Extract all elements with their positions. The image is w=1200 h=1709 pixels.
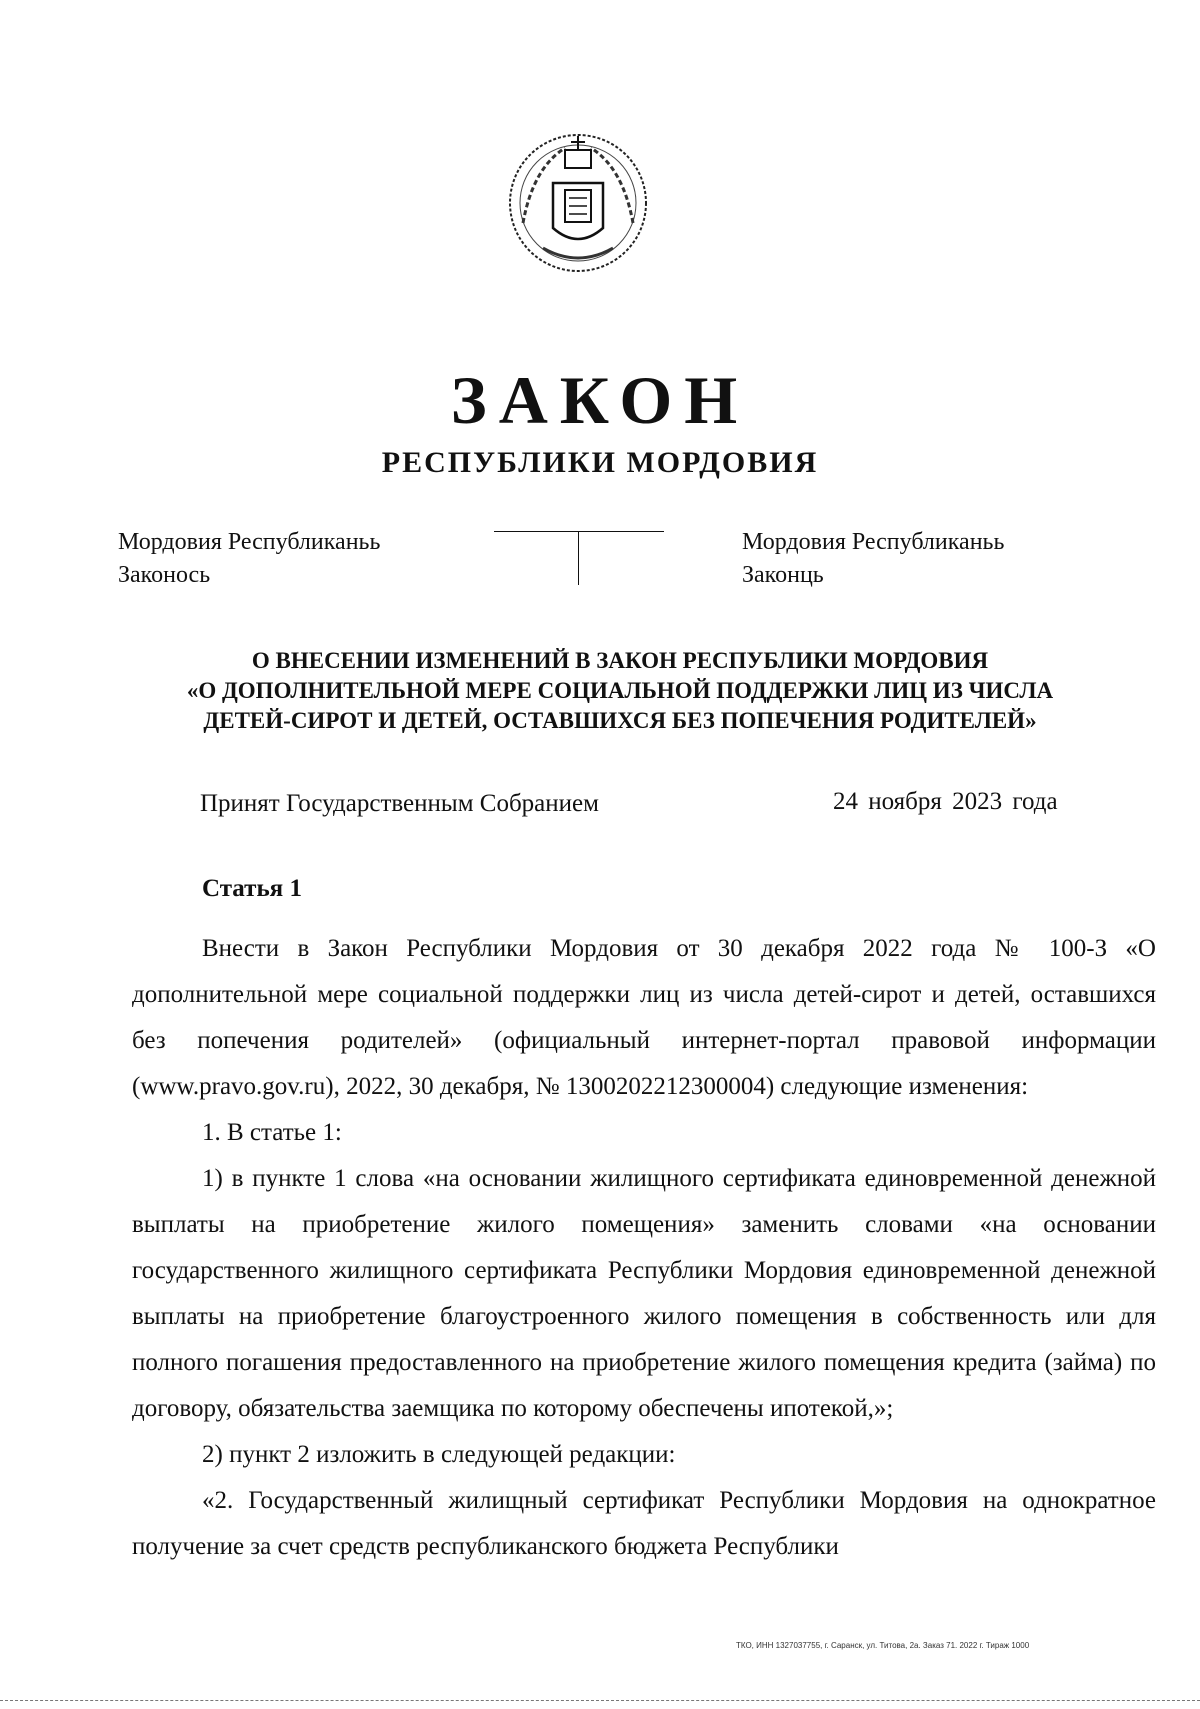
law-title-line-1: О ВНЕСЕНИИ ИЗМЕНЕНИЙ В ЗАКОН РЕСПУБЛИКИ МОРДОВИЯ	[251, 648, 989, 673]
law-title-line-3: ДЕТЕЙ-СИРОТ И ДЕТЕЙ, ОСТАВШИХСЯ БЕЗ ПОПЕЧЕНИЯ РОДИТЕЛЕЙ»	[203, 708, 1037, 733]
state-emblem	[503, 128, 653, 278]
erzya-line-2: Законць	[742, 562, 824, 588]
article-body	[132, 926, 1156, 1570]
erzya-heading	[742, 526, 1004, 592]
article-paragraph-item-1: 1. В статье 1:	[202, 1119, 342, 1146]
adoption-date: 24 ноября 2023 года	[833, 788, 1058, 815]
heading-divider-horizontal	[494, 531, 664, 532]
law-title-line-2: «О ДОПОЛНИТЕЛЬНОЙ МЕРЕ СОЦИАЛЬНОЙ ПОДДЕРЖКИ ЛИЦ ИЗ ЧИСЛА	[186, 678, 1054, 703]
article-paragraph-quote: «2. Государственный жилищный сертификат Республики Мордовия на однократное получение за счет средств республиканского бюджета Республики	[132, 1487, 1156, 1560]
erzya-line-1: Мордовия Республиканьь	[742, 529, 1005, 555]
document-title: ЗАКОН	[450, 362, 750, 438]
scan-edge-line	[0, 1700, 1200, 1701]
heading-divider-vertical	[578, 531, 579, 585]
article-paragraph-subitem-2: 2) пункт 2 изложить в следующей редакции:	[202, 1441, 676, 1468]
printing-imprint: ТКО, ИНН 1327037755, г. Саранск, ул. Титова, 2а. Заказ 71. 2022 г. Тираж 1000	[736, 1641, 1030, 1650]
moksha-heading	[118, 526, 380, 592]
law-title	[140, 646, 1100, 736]
document-subtitle: РЕСПУБЛИКИ МОРДОВИЯ	[381, 446, 819, 479]
moksha-line-1: Мордовия Республиканьь	[118, 529, 381, 555]
article-heading: Статья 1	[202, 875, 302, 902]
article-paragraph-subitem-1: 1) в пункте 1 слова «на основании жилищного сертификата единовременной денежной выплаты на приобретение жилого помещения» заменить словами «на основании государственного жилищного сертификата Республики Мордовия единовременной денежной выплаты на приобретение благоустроенного жилого помещения в собственность или для полного погашения предоставленного на приобретение жилого помещения кредита (займа) по договору, обязательства заемщика по которому обеспечены ипотекой,»;	[132, 1165, 1156, 1422]
moksha-line-2: Законось	[118, 562, 211, 588]
article-paragraph-intro: Внести в Закон Республики Мордовия от 30 декабря 2022 года № 100-З «О дополнительной мере социальной поддержки лиц из числа детей-сирот и детей, оставшихся без попечения родителей» (официальный интернет-портал правовой информации (www.pravo.gov.ru), 2022, 30 декабря, № 1300202212300004) следующие изменения:	[132, 935, 1156, 1100]
adoption-label: Принят Государственным Собранием	[200, 790, 599, 817]
